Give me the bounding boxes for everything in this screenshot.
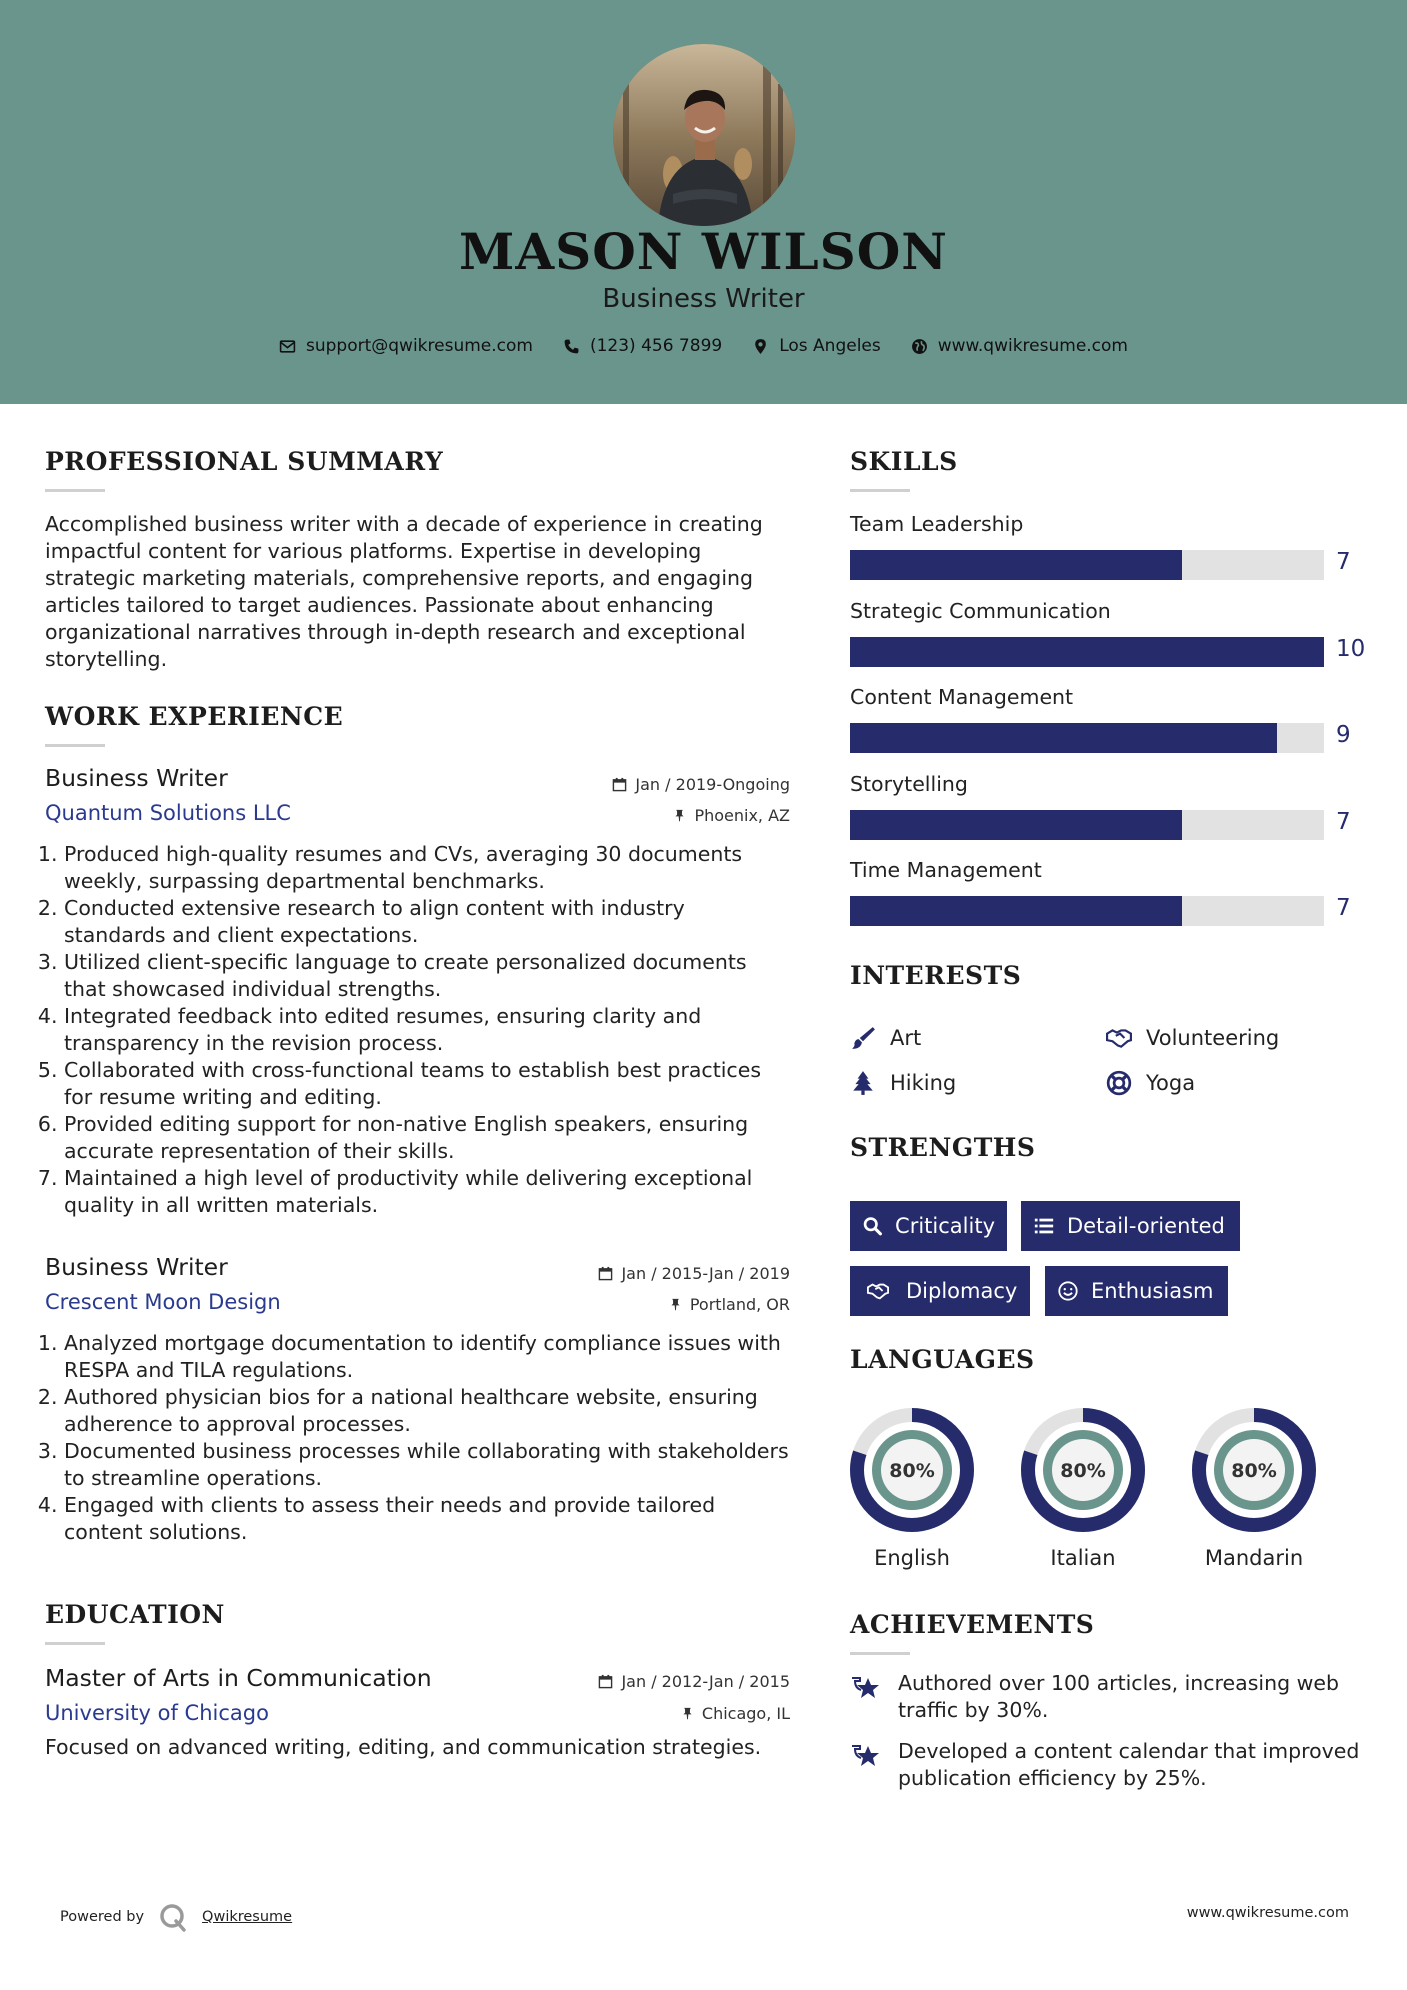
skill-label: Time Management: [850, 858, 1042, 882]
job-date-text: Jan / 2019-Ongoing: [635, 775, 790, 794]
achievement-item: [850, 1670, 1370, 1724]
education-date-text: Jan / 2012-Jan / 2015: [621, 1672, 790, 1691]
envelope-icon: [279, 338, 296, 355]
job-date-text: Jan / 2015-Jan / 2019: [621, 1264, 790, 1283]
education-heading: EDUCATION: [45, 1600, 225, 1629]
school-name: University of Chicago: [45, 1701, 269, 1725]
job-location-text: Portland, OR: [689, 1295, 790, 1314]
summary-divider: [45, 489, 105, 492]
language-donut: [1192, 1408, 1316, 1532]
education-description: Focused on advanced writing, editing, and communication strategies.: [45, 1735, 762, 1759]
skill-bar-fill: [850, 637, 1324, 667]
phone-text: (123) 456 7899: [589, 336, 723, 356]
globe-icon: [911, 338, 928, 355]
job-duty-item: 5. Collaborated with cross-functional teams to establish best practices for resume writing and editing.: [64, 1057, 790, 1111]
education-location-text: Chicago, IL: [701, 1704, 790, 1723]
handshake-icon: [1106, 1025, 1132, 1051]
job-date: [612, 775, 790, 794]
search-icon: [862, 1215, 883, 1237]
list-icon: [1033, 1215, 1055, 1237]
skill-label: Storytelling: [850, 771, 968, 796]
job-duties: [45, 841, 790, 1219]
language-item: [1021, 1408, 1145, 1570]
strength-tag: [1045, 1266, 1228, 1316]
qwikresume-logo-icon: [158, 1902, 188, 1932]
handshake-icon: [862, 1280, 894, 1302]
skills-heading: SKILLS: [850, 447, 958, 476]
job-duty-item: 2. Authored physician bios for a national healthcare website, ensuring adherence to approval processes.: [64, 1384, 790, 1438]
contact-website[interactable]: [911, 336, 1128, 356]
footer-website[interactable]: www.qwikresume.com: [1186, 1905, 1349, 1921]
interest-label: Art: [890, 1026, 922, 1050]
job-duty-item: 2. Conducted extensive research to align content with industry standards and client expectations.: [64, 895, 790, 949]
education-date: [598, 1672, 790, 1691]
pin-icon: [681, 1706, 694, 1721]
strength-tag: [850, 1201, 1007, 1251]
skill-bar: [850, 550, 1324, 580]
tree-icon: [850, 1070, 876, 1096]
interest-item: [1106, 1070, 1195, 1096]
brand-link[interactable]: Qwikresume: [202, 1909, 293, 1925]
pin-icon: [673, 808, 686, 823]
skill-label: Strategic Communication: [850, 598, 1111, 623]
profile-photo: [613, 44, 795, 226]
footer-branding: [60, 1902, 292, 1932]
summary-text: Accomplished business writer with a decade of experience in creating impactful content for various platforms. Expertise in developing strategic marketing materials, comprehensive reports, and engaging articles tailored to target audiences. Passionate about enhancing organizational narratives through in-depth research and exceptional storytelling.: [45, 512, 763, 671]
resume-header: [0, 0, 1407, 404]
job-location: [673, 806, 790, 825]
language-percent: 80%: [1060, 1460, 1106, 1482]
strength-tag: [1021, 1201, 1240, 1251]
skill-bar: [850, 896, 1324, 926]
language-percent: 80%: [889, 1460, 935, 1482]
interest-label: Hiking: [890, 1071, 957, 1095]
job-title: Business Writer: [45, 1253, 228, 1281]
education-entry: [45, 1664, 790, 1761]
email-text: support@qwikresume.com: [306, 336, 533, 356]
degree-title: Master of Arts in Communication: [45, 1664, 432, 1692]
skill-label: Content Management: [850, 685, 1074, 709]
map-marker-icon: [752, 338, 769, 355]
language-name: Mandarin: [1204, 1546, 1304, 1570]
job-duties: [45, 1330, 790, 1546]
languages-heading: LANGUAGES: [850, 1345, 1035, 1374]
website-text: www.qwikresume.com: [937, 336, 1128, 356]
skill-bar-fill: [850, 896, 1182, 926]
skills-divider: [850, 489, 910, 492]
language-name: Italian: [1050, 1546, 1116, 1570]
interest-item: [1106, 1025, 1279, 1051]
calendar-icon: [612, 777, 627, 792]
interest-item: [850, 1070, 956, 1096]
job-duty-item: 6. Provided editing support for non-native English speakers, ensuring accurate representation of their skills.: [64, 1111, 790, 1165]
job-duty-item: 1. Analyzed mortgage documentation to identify compliance issues with RESPA and TILA regulations.: [64, 1330, 790, 1384]
interest-label: Volunteering: [1146, 1026, 1280, 1050]
strength-label: Detail-oriented: [1067, 1214, 1225, 1238]
job-duty-item: 3. Documented business processes while collaborating with stakeholders to streamline operations.: [64, 1438, 790, 1492]
job-location: [669, 1295, 790, 1314]
achievement-text: Authored over 100 articles, increasing web traffic by 30%.: [898, 1671, 1340, 1722]
skill-label: Team Leadership: [850, 512, 1024, 536]
language-percent: 80%: [1231, 1460, 1277, 1482]
powered-by-text: Powered by: [60, 1909, 145, 1925]
paintbrush-icon: [850, 1025, 876, 1051]
skill-bar-fill: [850, 550, 1182, 580]
strength-label: Criticality: [895, 1214, 995, 1238]
strength-tag: [850, 1266, 1030, 1316]
skill-level: 7: [1336, 895, 1351, 921]
skill-level: 7: [1336, 549, 1351, 575]
interest-label: Yoga: [1146, 1071, 1196, 1095]
job-company: Crescent Moon Design: [45, 1290, 281, 1314]
interest-item: [850, 1025, 921, 1051]
experience-divider: [45, 744, 105, 747]
summary-heading: PROFESSIONAL SUMMARY: [45, 447, 444, 476]
job-entry: [45, 764, 790, 1219]
interests-heading: INTERESTS: [850, 961, 1022, 990]
language-item: [1192, 1408, 1316, 1570]
job-duty-item: 3. Utilized client-specific language to create personalized documents that showcased individual strengths.: [64, 949, 790, 1003]
job-duty-item: 1. Produced high-quality resumes and CVs, averaging 30 documents weekly, surpassing departmental benchmarks.: [64, 841, 790, 895]
language-donut: [850, 1408, 974, 1532]
strengths-heading: STRENGTHS: [850, 1133, 1036, 1162]
location-text: Los Angeles: [779, 336, 881, 356]
job-duty-item: 7. Maintained a high level of productivity while delivering exceptional quality in all written materials.: [64, 1165, 790, 1219]
achievement-item: [850, 1738, 1370, 1792]
job-entry: [45, 1253, 790, 1546]
skill-bar: [850, 723, 1324, 753]
education-location: [681, 1704, 790, 1723]
job-title: Business Writer: [45, 764, 228, 792]
life-ring-icon: [1106, 1070, 1132, 1096]
job-duty-item: 4. Integrated feedback into edited resumes, ensuring clarity and transparency in the revision process.: [64, 1003, 790, 1057]
contact-location: [752, 336, 881, 356]
experience-heading: WORK EXPERIENCE: [45, 702, 344, 731]
skill-bar: [850, 637, 1324, 667]
candidate-title: Business Writer: [602, 284, 805, 314]
skill-level: 9: [1336, 722, 1351, 748]
job-location-text: Phoenix, AZ: [694, 806, 790, 825]
star-medal-icon: [850, 1672, 882, 1704]
candidate-name: MASON WILSON: [459, 222, 948, 281]
strength-label: Diplomacy: [906, 1279, 1018, 1303]
calendar-icon: [598, 1674, 613, 1689]
language-name: English: [874, 1546, 950, 1570]
language-donut: [1021, 1408, 1145, 1532]
skill-level: 7: [1336, 808, 1351, 835]
skill-level: 10: [1336, 635, 1366, 662]
pin-icon: [669, 1297, 682, 1312]
education-divider: [45, 1642, 105, 1645]
language-item: [850, 1408, 974, 1570]
smile-icon: [1057, 1280, 1079, 1302]
skill-bar: [850, 810, 1324, 840]
skill-bar-fill: [850, 810, 1182, 840]
contact-phone[interactable]: [563, 336, 722, 356]
achievements-heading: ACHIEVEMENTS: [850, 1610, 1095, 1639]
job-duty-item: 4. Engaged with clients to assess their needs and provide tailored content solutions.: [64, 1492, 790, 1546]
phone-icon: [563, 338, 580, 355]
skill-bar-fill: [850, 723, 1277, 753]
calendar-icon: [598, 1266, 613, 1281]
contact-bar: [0, 336, 1407, 356]
star-medal-icon: [850, 1740, 882, 1772]
job-date: [598, 1264, 790, 1283]
strength-label: Enthusiasm: [1091, 1279, 1214, 1303]
job-company: Quantum Solutions LLC: [45, 801, 291, 825]
achievements-divider: [850, 1652, 910, 1655]
contact-email[interactable]: [279, 336, 533, 356]
achievement-text: Developed a content calendar that improved publication efficiency by 25%.: [898, 1739, 1360, 1790]
